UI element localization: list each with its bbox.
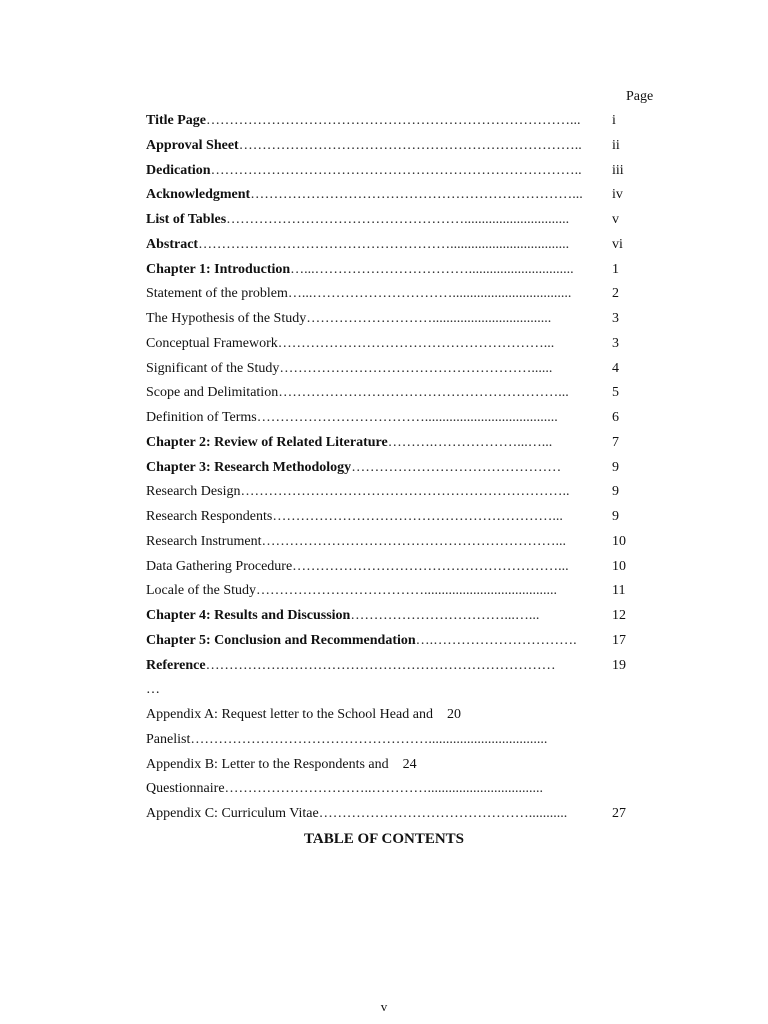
toc-entry-page-number: vi (612, 236, 623, 252)
toc-entry-label: Reference (146, 657, 206, 673)
toc-entry (146, 632, 646, 657)
toc-entry-label: List of Tables (146, 212, 227, 227)
toc-entry-leader-dots: …………………………..…………................................. (224, 781, 544, 797)
toc-entry-leader-dots: ….…………………………. (415, 632, 577, 648)
toc-entry (146, 607, 646, 632)
toc-entry-page-number: 1 (612, 261, 619, 277)
toc-entry-page-number: 19 (612, 657, 626, 673)
toc-entry-leader-dots: ………………………………...................................... (256, 410, 558, 425)
toc-entry-leader-dots: ………………………………………………...... (279, 360, 553, 376)
toc-entry-label: Appendix B: Letter to the Respondents and (146, 756, 389, 772)
toc-entry-leader-dots: …………………………………………….............................. (226, 212, 570, 227)
toc-entry-page-number: ii (612, 137, 620, 153)
toc-entry-page-number: v (612, 212, 619, 227)
toc-entry-label: Appendix A: Request letter to the School Head and (146, 707, 433, 722)
toc-entry (146, 310, 646, 335)
toc-entry (146, 162, 646, 187)
toc-entry (146, 112, 646, 137)
toc-entry-leader-dots: …...………………………….................................. (287, 286, 572, 302)
toc-entry-leader-dots: …………………………………………….................................. (190, 731, 548, 747)
toc-entry-page-number: 9 (612, 509, 619, 524)
toc-entry (146, 756, 646, 781)
toc-entry-leader-dots: …………………………………………………... (292, 558, 569, 574)
toc-entry-leader-dots: ……………………………………………………………... (250, 187, 583, 203)
toc-entry-label: Title Page (146, 113, 207, 128)
toc-entry-label: Dedication (146, 162, 211, 178)
toc-entry-page-number: 17 (612, 632, 626, 648)
toc-entry-label: Approval Sheet (146, 137, 239, 153)
toc-entry-label: Abstract (146, 236, 199, 252)
toc-entry-label: Appendix C: Curriculum Vitae (146, 806, 319, 821)
toc-entry-leader-dots: ……………………………………… (351, 459, 562, 475)
toc-entry (146, 211, 646, 236)
toc-entry-page-number: 10 (612, 533, 626, 549)
toc-entry-page-number: 7 (612, 434, 619, 450)
page-column-label: Page (626, 89, 654, 104)
toc-entry (146, 681, 646, 706)
toc-entry (146, 459, 646, 484)
table-of-contents-heading: TABLE OF CONTENTS (303, 831, 465, 847)
toc-entry-page-number: 3 (612, 335, 619, 351)
toc-entry-leader-dots: …………………………………………………………….. (240, 484, 570, 500)
toc-entry-leader-dots: ……………………………………………………... (272, 509, 563, 524)
toc-entry (146, 582, 646, 607)
toc-entry-leader-dots: ………………………………………………………... (261, 533, 566, 549)
toc-entry-leader-dots: ……………………………………………………... (278, 385, 569, 401)
toc-entry-leader-dots: ……………………………………………………………………... (206, 113, 581, 128)
toc-entry-label: Chapter 2: Review of Related Literature (146, 434, 388, 450)
toc-entry-leader-dots: ……………………………………………….................................. (198, 236, 570, 252)
toc-entry-label: Panelist (146, 731, 191, 747)
toc-entry-label: Acknowledgment (146, 187, 251, 203)
toc-entry (146, 508, 646, 533)
toc-entry-label: Research Instrument (146, 533, 262, 549)
toc-entry-label: Chapter 3: Research Methodology (146, 459, 352, 475)
toc-entry-label: Research Respondents (146, 509, 273, 524)
footer-page-number: v (380, 999, 388, 1014)
toc-entry (146, 731, 646, 756)
toc-entry (146, 533, 646, 558)
toc-entry-label: Data Gathering Procedure (146, 558, 293, 574)
toc-entry-label: Scope and Delimitation (146, 385, 279, 401)
toc-entry (146, 335, 646, 360)
toc-entry (146, 384, 646, 409)
toc-entry-page-number: i (612, 113, 616, 128)
toc-entry-page-number: 24 (402, 756, 417, 772)
toc-entry-page-number: 2 (612, 286, 619, 302)
toc-entry (146, 137, 646, 162)
toc-entry-label: Chapter 4: Results and Discussion (146, 608, 351, 623)
toc-entry-page-number: 20 (446, 707, 461, 722)
toc-entry-leader-dots: ……………………….................................. (306, 311, 552, 326)
toc-entry-leader-dots: ……….………………...…... (387, 434, 553, 450)
toc-entry-page-number: 9 (612, 459, 619, 475)
toc-entry-page-number: iv (612, 187, 623, 203)
table-of-contents-list (146, 112, 646, 830)
toc-entry (146, 805, 646, 830)
toc-entry-label: … (146, 682, 160, 698)
toc-entry-page-number: 6 (612, 410, 619, 425)
toc-entry-leader-dots: ……………………………...…... (350, 608, 540, 623)
toc-entry-page-number: 10 (612, 558, 626, 574)
toc-entry (146, 409, 646, 434)
toc-entry-page-number: 3 (612, 311, 619, 326)
toc-entry-page-number: iii (612, 162, 624, 178)
toc-entry-label: Significant of the Study (146, 360, 280, 376)
toc-entry-label: Locale of the Study (146, 583, 257, 599)
toc-entry-leader-dots: …………………………………………………... (277, 335, 555, 351)
toc-entry-leader-dots: ………………………………...................................... (256, 583, 558, 599)
toc-entry (146, 186, 646, 211)
toc-entry (146, 780, 646, 805)
toc-entry (146, 360, 646, 385)
toc-entry-label: Chapter 1: Introduction (146, 261, 291, 277)
toc-entry-label: Definition of Terms (146, 410, 257, 425)
toc-entry (146, 706, 646, 731)
toc-entry-page-number: 4 (612, 360, 619, 376)
toc-entry-page-number: 27 (612, 806, 626, 821)
toc-entry-leader-dots: ………………………………………………………………… (205, 657, 556, 673)
toc-entry-label: The Hypothesis of the Study (146, 311, 307, 326)
toc-entry-leader-dots: ………………………………………........... (318, 806, 568, 821)
toc-entry-page-number: 5 (612, 385, 619, 401)
toc-entry (146, 261, 646, 286)
toc-entry-leader-dots: …...…………………………….............................. (290, 261, 574, 277)
toc-entry-label: Chapter 5: Conclusion and Recommendation (146, 632, 416, 648)
toc-entry-label: Conceptual Framework (146, 335, 278, 351)
toc-entry-leader-dots: ……………………………………………………………….. (238, 137, 582, 153)
toc-entry-page-number: 11 (612, 583, 626, 599)
toc-entry-leader-dots: …………………………………………………………………….. (210, 162, 582, 178)
toc-entry (146, 434, 646, 459)
toc-entry (146, 236, 646, 261)
toc-entry-label: Research Design (146, 484, 241, 500)
toc-entry-label: Statement of the problem (146, 286, 288, 302)
toc-entry-page-number: 9 (612, 484, 619, 500)
toc-entry (146, 483, 646, 508)
toc-entry-page-number: 12 (612, 608, 626, 623)
toc-entry-label: Questionnaire (146, 781, 225, 797)
toc-entry (146, 285, 646, 310)
toc-entry (146, 558, 646, 583)
toc-entry (146, 657, 646, 682)
